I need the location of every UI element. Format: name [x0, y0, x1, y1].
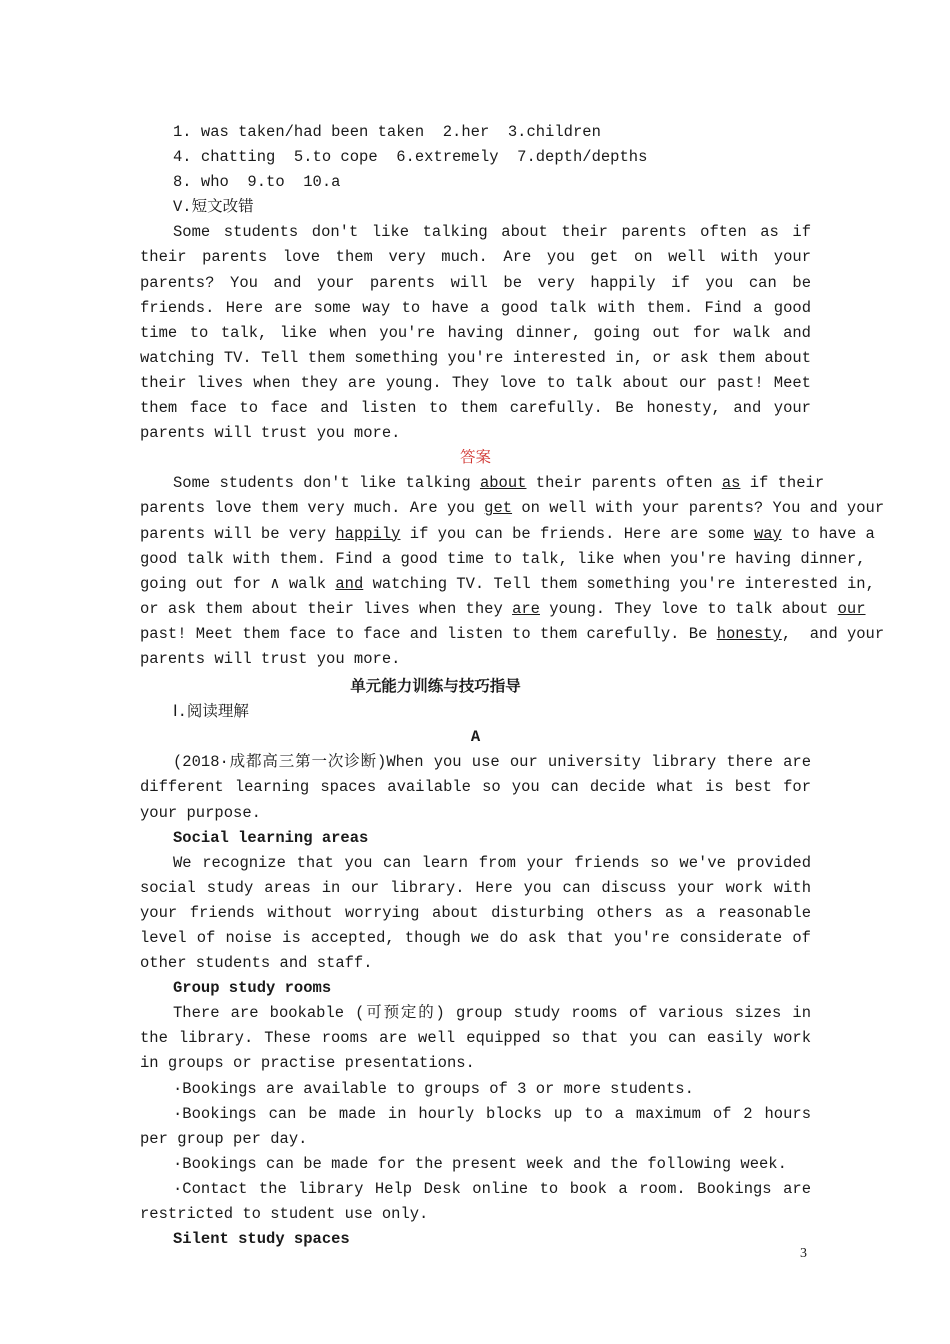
marked-word: get: [484, 499, 513, 518]
bullet-item: ·Bookings can be made for the present week and the following week.: [173, 1154, 787, 1173]
unit-heading: 单元能力训练与技巧指导: [350, 678, 521, 697]
document-page: [140, 120, 885, 1252]
corrected-line-8: parents will trust you more.: [140, 649, 401, 668]
answer-line-2: 4. chatting 5.to cope 6.extremely 7.depth/depths: [173, 148, 648, 167]
corrected-line-5: going out for ∧ walk and watching TV. Tell them something you're interested in,: [140, 574, 875, 593]
marked-word: and: [335, 574, 364, 593]
bullet-item: ·Bookings are available to groups of 3 or more students.: [173, 1079, 694, 1098]
marked-word: way: [753, 524, 782, 543]
marked-word: our: [837, 599, 866, 618]
bullet-item: ·Contact the library Help Desk online to book a room. Bookings are restricted to student use only.: [140, 1179, 811, 1224]
error-correction-passage: Some students don't like talking about their parents often as if their parents love them very much. Are you get on well with your parents? You and your parents will be very happily if you can be friends. Here are some way to have a good talk with them. Find a good time to talk, like when you're having dinner, going out for walk and watching TV. Tell them something you're interested in, or ask them about their lives when they are young. They love to talk about our past! Meet them face to face and listen to them carefully. Be honesty, and your parents will trust you more.: [140, 223, 811, 443]
marked-word: about: [479, 474, 527, 493]
corrected-line-1: Some students don't like talking about their parents often as if their: [173, 474, 825, 493]
corrected-line-4: good talk with them. Find a good time to talk, like when you're having dinner,: [140, 549, 866, 568]
social-learning-paragraph: We recognize that you can learn from your friends so we've provided social study areas in our library. Here you can discuss your work with your friends without worrying about disturbing others as a reasonable level of noise is accepted, though we do ask that you're considerate of other students and staff.: [140, 853, 811, 973]
reading-subheading: Ⅰ.阅读理解: [173, 703, 249, 722]
corrected-line-3: parents will be very happily if you can be friends. Here are some way to have a: [140, 524, 875, 543]
answer-title: 答案: [459, 449, 491, 468]
heading-silent-study: Silent study spaces: [173, 1230, 350, 1249]
marked-word: as: [721, 474, 741, 493]
intro-paragraph: (2018·成都高三第一次诊断)When you use our university library there are different learning spaces available so you can decide what is best for your purpose.: [140, 753, 811, 822]
group-study-paragraph: There are bookable (可预定的) group study rooms of various sizes in the library. These rooms are well equipped so that you can easily work in groups or practise presentations.: [140, 1004, 811, 1073]
answer-line-1: 1. was taken/had been taken 2.her 3.children: [173, 123, 601, 141]
corrected-passage: [140, 471, 885, 672]
corrected-line-7: past! Meet them face to face and listen to them carefully. Be honesty, and your: [140, 624, 885, 643]
bullet-item: ·Bookings can be made in hourly blocks up to a maximum of 2 hours per group per day.: [140, 1104, 811, 1148]
corrected-line-6: or ask them about their lives when they are young. They love to talk about our: [140, 599, 866, 618]
marked-word: honesty: [716, 624, 782, 643]
page-number: 3: [800, 1246, 807, 1261]
heading-social-learning: Social learning areas: [173, 828, 369, 847]
marked-word: happily: [335, 524, 401, 543]
marked-word: are: [512, 599, 540, 618]
answer-line-3: 8. who 9.to 10.a: [173, 173, 341, 192]
section-v-heading: V.短文改错: [173, 198, 254, 217]
corrected-line-2: parents love them very much. Are you get on well with your parents? You and your: [140, 499, 885, 518]
passage-letter: A: [470, 728, 481, 747]
heading-group-study: Group study rooms: [173, 979, 332, 998]
